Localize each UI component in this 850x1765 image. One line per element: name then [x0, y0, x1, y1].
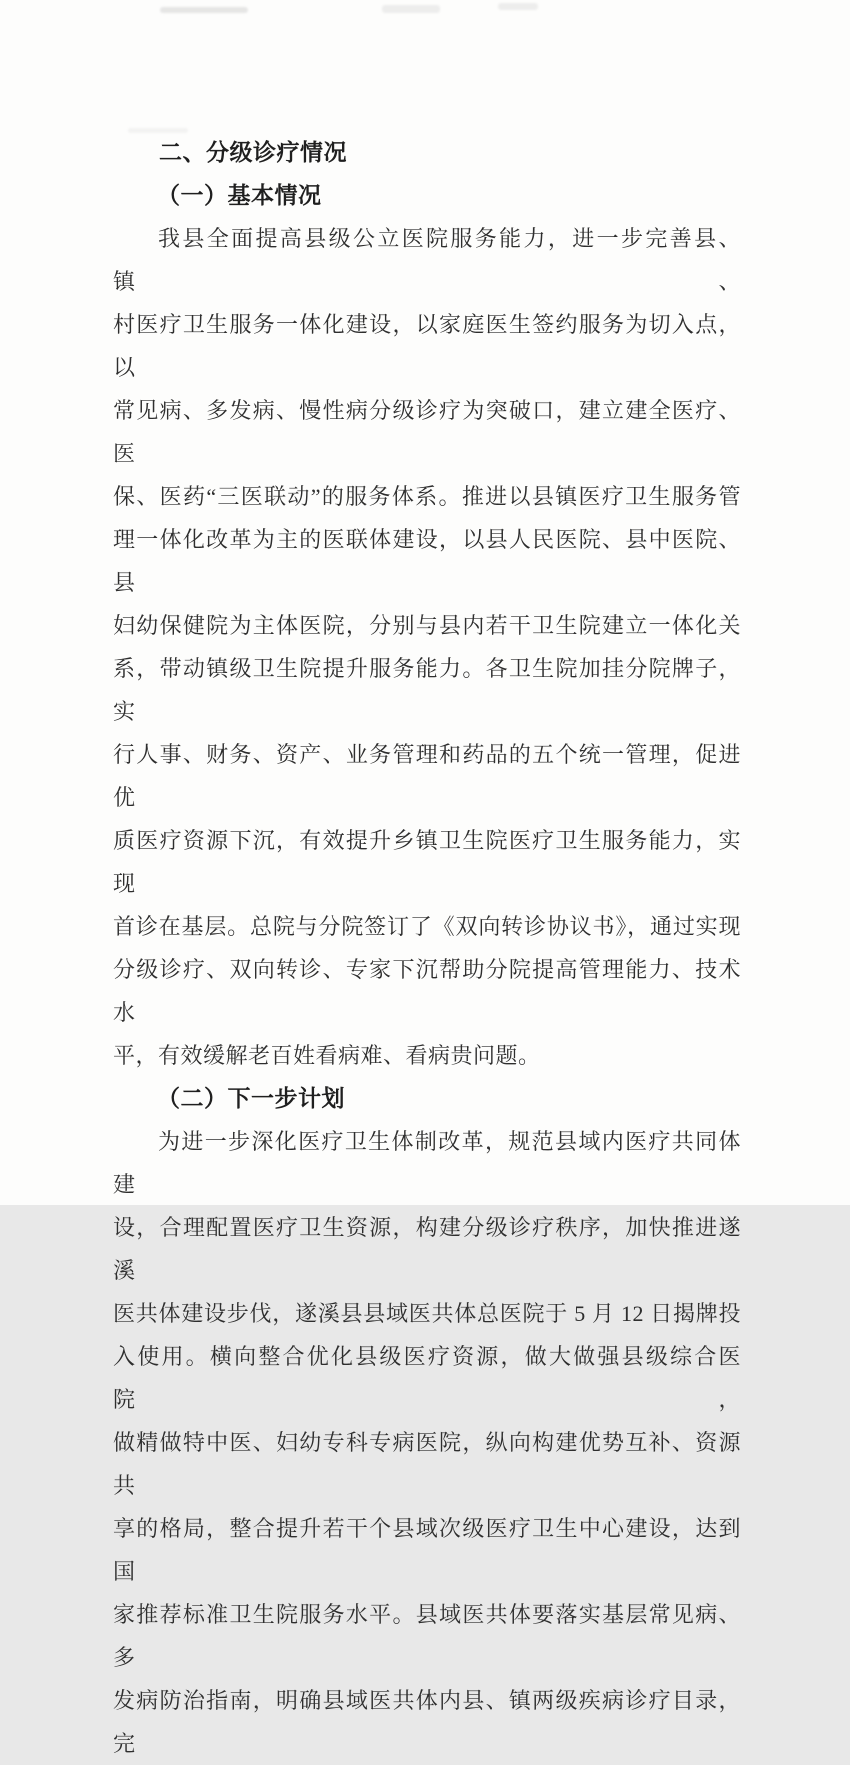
text-line: 医共体建设步伐，遂溪县县域医共体总医院于 5 月 12 日揭牌投: [113, 1301, 741, 1326]
text-line: 保、医药“三医联动”的服务体系。推进以县镇医疗卫生服务管: [113, 484, 741, 509]
text-line: 理一体化改革为主的医联体建设，以县人民医院、县中医院、县: [113, 527, 741, 595]
text-line: 设，合理配置医疗卫生资源，构建分级诊疗秩序，加快推进遂溪: [113, 1215, 741, 1283]
text-line: 常见病、多发病、慢性病分级诊疗为突破口，建立建全医疗、医: [113, 398, 741, 466]
section-body: [113, 217, 741, 1077]
scan-artifact: [382, 5, 440, 13]
section-subheading: （二）下一步计划: [157, 1086, 345, 1111]
text-line: 做精做特中医、妇幼专科专病医院，纵向构建优势互补、资源共: [113, 1430, 741, 1498]
document-heading: 二、分级诊疗情况: [159, 139, 347, 165]
text-line: 我县全面提高县级公立医院服务能力，进一步完善县、镇、: [113, 226, 741, 294]
text-line: 家推荐标准卫生院服务水平。县域医共体要落实基层常见病、多: [113, 1602, 741, 1670]
text-line: 分级诊疗、双向转诊、专家下沉帮助分院提高管理能力、技术水: [113, 957, 741, 1025]
text-line: 妇幼保健院为主体医院，分别与县内若干卫生院建立一体化关: [113, 613, 741, 638]
text-line: 首诊在基层。总院与分院签订了《双向转诊协议书》，通过实现: [113, 914, 741, 939]
text-line: 为进一步深化医疗卫生体制改革，规范县域内医疗共同体建: [113, 1129, 741, 1197]
scan-artifact: [498, 3, 538, 10]
text-line: 平，有效缓解老百姓看病难、看病贵问题。: [113, 1043, 541, 1068]
document-section: [113, 174, 741, 1077]
document-section: [113, 1077, 741, 1765]
text-line: 村医疗卫生服务一体化建设，以家庭医生签约服务为切入点，以: [113, 312, 741, 380]
section-body: [113, 1120, 741, 1765]
text-line: 发病防治指南，明确县域医共体内县、镇两级疾病诊疗目录，完: [113, 1688, 741, 1756]
section-subheading: （一）基本情况: [157, 183, 322, 208]
text-line: 质医疗资源下沉，有效提升乡镇卫生院医疗卫生服务能力，实现: [113, 828, 741, 896]
text-line: 入使用。横向整合优化县级医疗资源，做大做强县级综合医院，: [113, 1344, 741, 1412]
document-sections: [113, 174, 741, 1765]
text-line: 行人事、财务、资产、业务管理和药品的五个统一管理，促进优: [113, 742, 741, 810]
document-content: [113, 131, 741, 1765]
text-line: 系，带动镇级卫生院提升服务能力。各卫生院加挂分院牌子，实: [113, 656, 741, 724]
scan-artifact: [160, 7, 248, 13]
text-line: 享的格局，整合提升若干个县域次级医疗卫生中心建设，达到国: [113, 1516, 741, 1584]
